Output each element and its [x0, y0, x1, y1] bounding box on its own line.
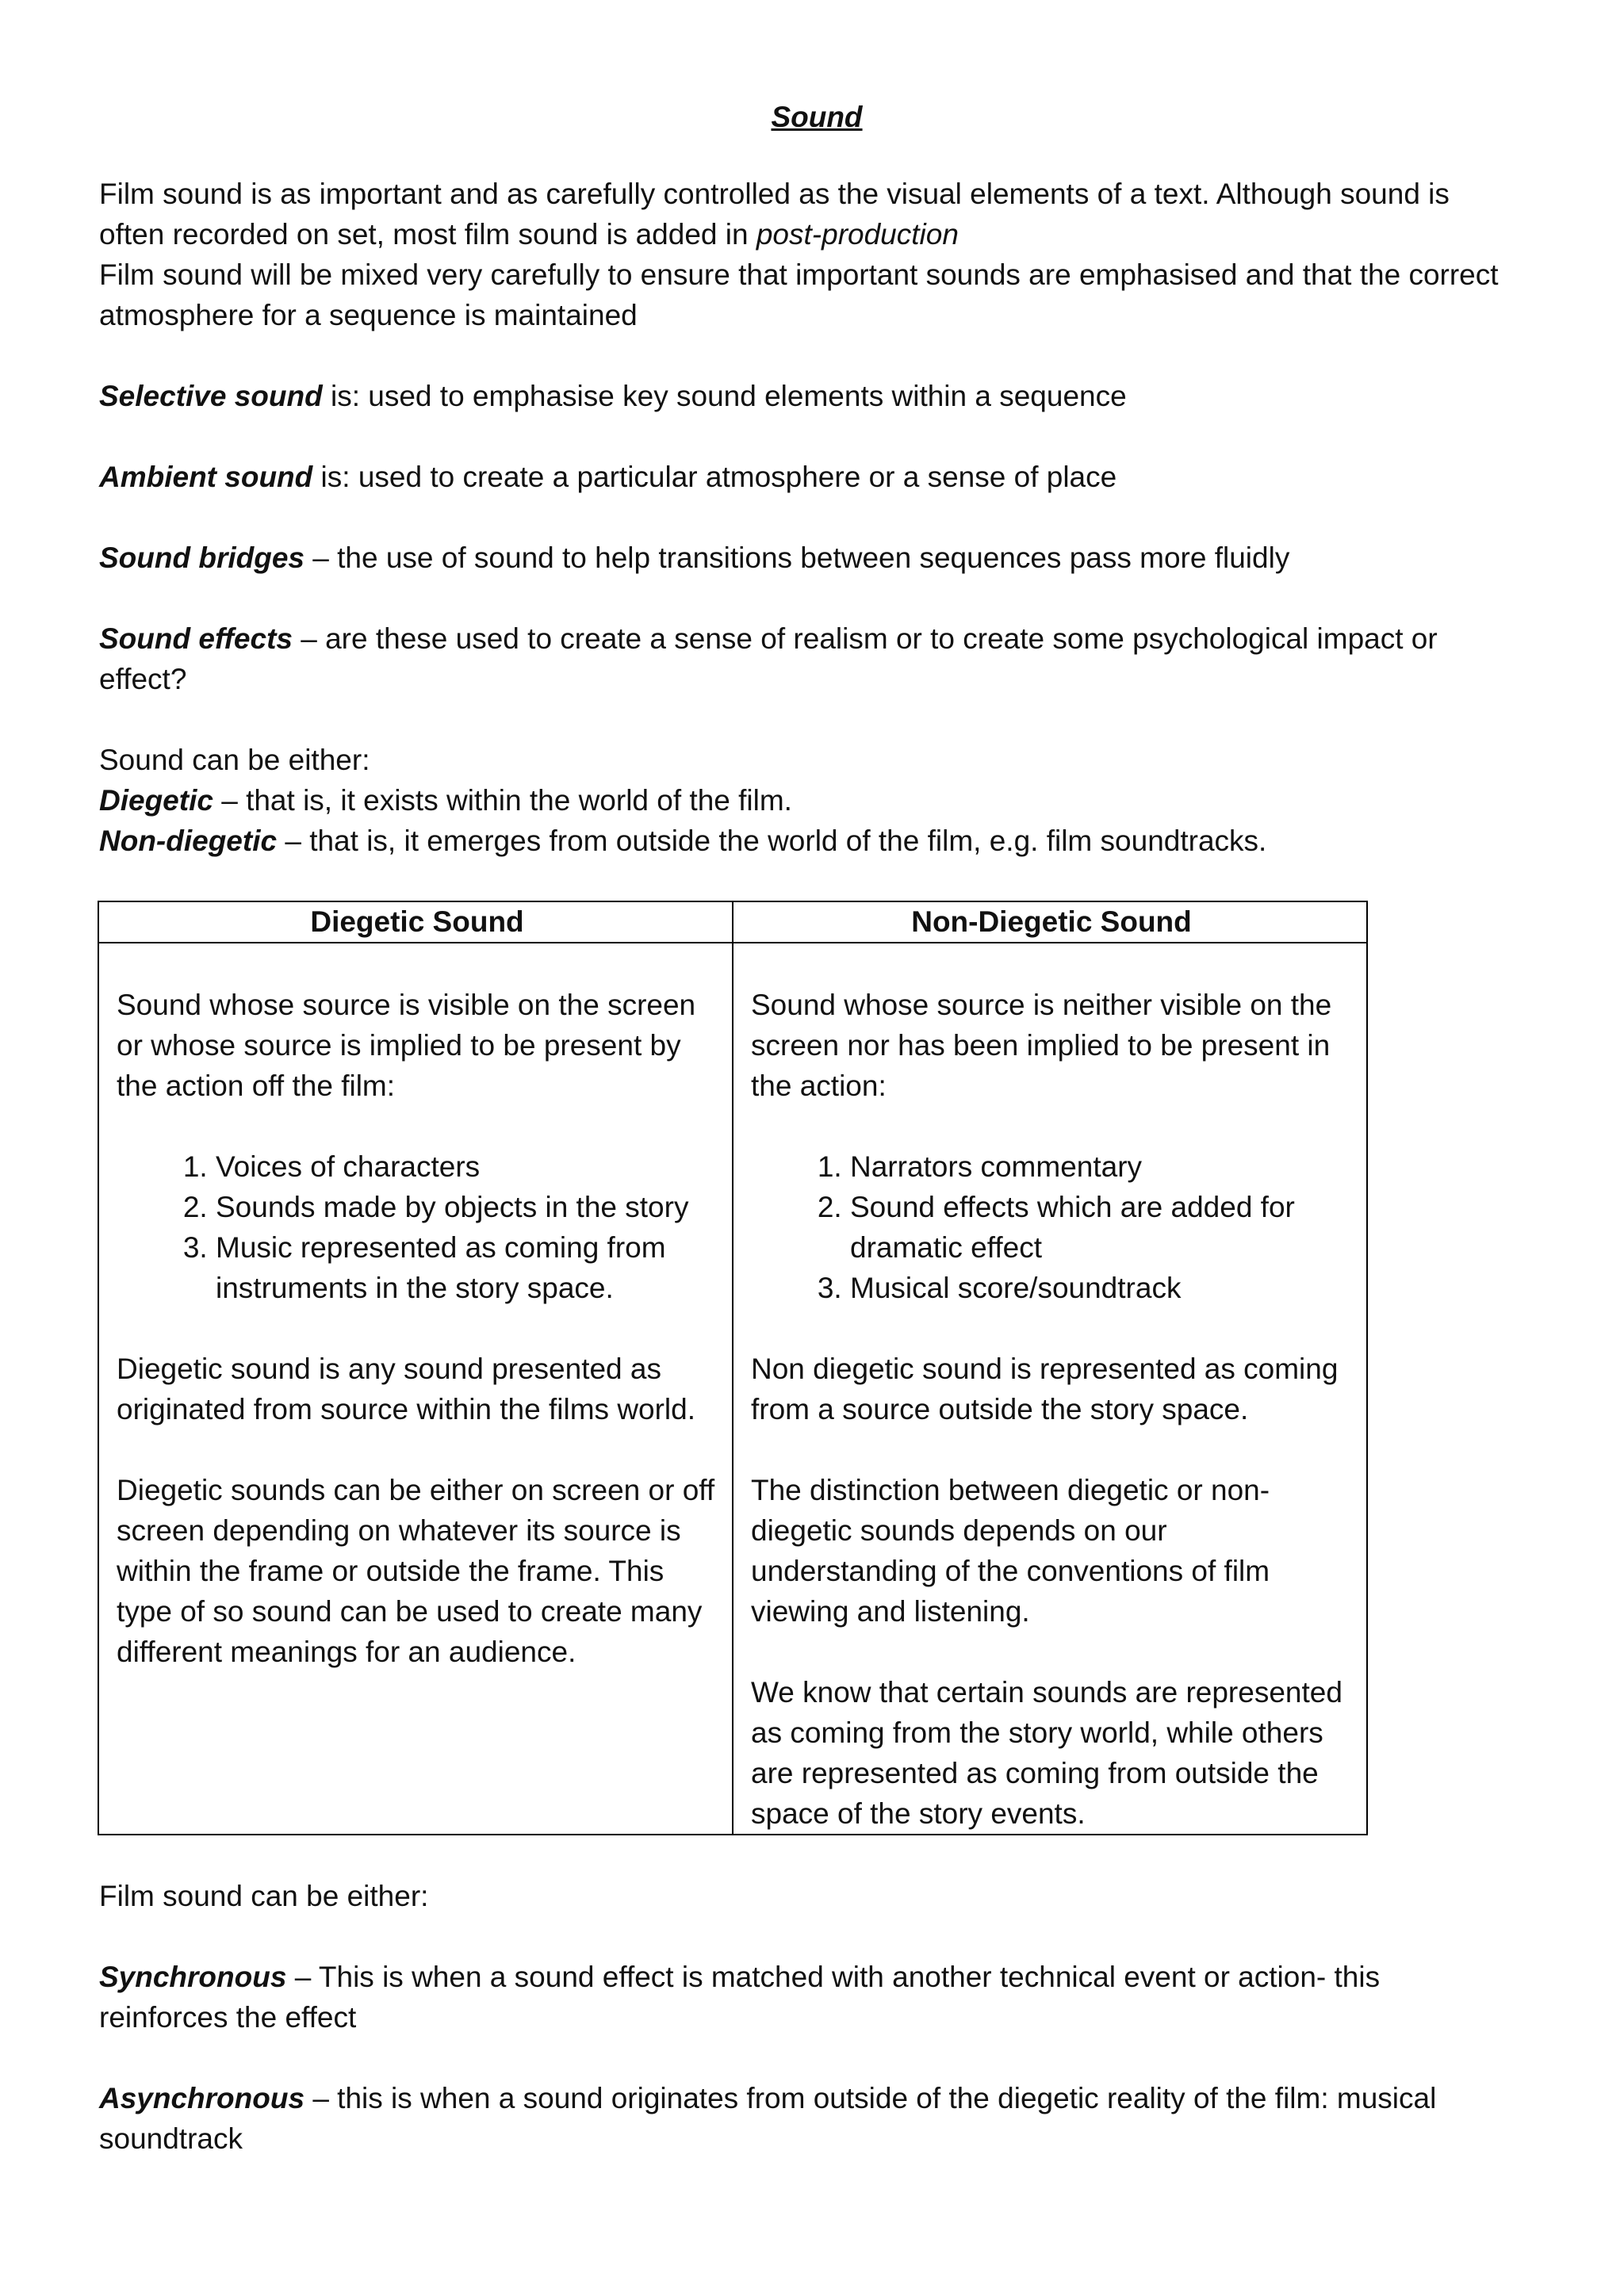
non-diegetic-term: Non-diegetic [99, 825, 278, 857]
non-diegetic-list [751, 1146, 1352, 1308]
definition-sound-bridges [99, 538, 1511, 578]
definition-term: Sound bridges [99, 541, 304, 574]
definition-term: Sound effects [99, 622, 293, 655]
list-item: 3. Musical score/soundtrack [850, 1268, 1352, 1308]
synchronous-text: – This is when a sound effect is matched with another technical event or action- this reinforces the effect [99, 1961, 1381, 2034]
non-diegetic-header: Non-Diegetic Sound [733, 901, 1367, 943]
definition-ambient-sound [99, 457, 1511, 497]
post-production-term: post-production [756, 218, 959, 251]
intro-text-1: Film sound is as important and as carefully controlled as the visual elements of a text. Although sound is often recorded on set, most film sound is added in [99, 178, 1450, 251]
intro-paragraph-1 [99, 174, 1511, 254]
non-diegetic-text: – that is, it emerges from outside the world of the film, e.g. film soundtracks. [277, 825, 1267, 857]
synchronous-definition [99, 1957, 1511, 2038]
non-diegetic-paragraph-1: Non diegetic sound is represented as coming from a source outside the story space. [751, 1353, 1339, 1425]
non-diegetic-intro: Sound whose source is neither visible on the screen nor has been implied to be present in the action: [751, 989, 1332, 1102]
diegetic-definition [99, 780, 1511, 821]
list-item: 3. Music represented as coming from instruments in the story space. [216, 1227, 718, 1308]
definition-text: is: used to emphasise key sound elements within a sequence [322, 380, 1127, 412]
list-item: 2. Sounds made by objects in the story [216, 1187, 718, 1227]
synchronous-term: Synchronous [99, 1961, 287, 1993]
asynchronous-definition [99, 2078, 1511, 2159]
film-sound-intro: Film sound can be either: [99, 1880, 429, 1912]
definition-text: – the use of sound to help transitions between sequences pass more fluidly [304, 541, 1290, 574]
non-diegetic-cell [733, 943, 1367, 1835]
asynchronous-text: – this is when a sound originates from outside of the diegetic reality of the film: musical soundtrack [99, 2082, 1437, 2155]
definition-selective-sound [99, 376, 1511, 416]
intro-paragraph-2: Film sound will be mixed very carefully to ensure that important sounds are emphasised and that the correct atmosphere for a sequence is maintained [99, 258, 1499, 331]
definition-text: is: used to create a particular atmosphere or a sense of place [312, 461, 1117, 493]
intro-section [99, 174, 1511, 335]
table-row [98, 943, 1367, 1835]
sound-types-section [99, 740, 1511, 861]
diegetic-text: – that is, it exists within the world of the film. [213, 784, 792, 817]
definition-text: – are these used to create a sense of realism or to create some psychological impact or effect? [99, 622, 1438, 695]
definition-sound-effects [99, 618, 1511, 699]
diegetic-intro: Sound whose source is visible on the screen or whose source is implied to be present by the action off the film: [117, 989, 696, 1102]
diegetic-paragraph-2: Diegetic sounds can be either on screen or off screen depending on whatever its source is within the frame or outside the frame. This type of so sound can be used to create many different meanings for an audience. [117, 1474, 715, 1668]
diegetic-paragraph-1: Diegetic sound is any sound presented as originated from source within the films world. [117, 1353, 696, 1425]
sound-types-intro: Sound can be either: [99, 744, 370, 776]
list-item: 2. Sound effects which are added for dramatic effect [850, 1187, 1352, 1268]
definition-term: Selective sound [99, 380, 323, 412]
list-item: 1. Voices of characters [216, 1146, 718, 1187]
diegetic-cell [98, 943, 733, 1835]
non-diegetic-paragraph-3: We know that certain sounds are represented as coming from the story world, while others are represented as coming from outside the space of the story events. [751, 1676, 1342, 1830]
list-item: 1. Narrators commentary [850, 1146, 1352, 1187]
non-diegetic-paragraph-2: The distinction between diegetic or non-diegetic sounds depends on our understanding of the conventions of film viewing and listening. [751, 1474, 1270, 1628]
sound-comparison-table [98, 901, 1368, 1835]
non-diegetic-definition [99, 821, 1511, 861]
diegetic-header: Diegetic Sound [98, 901, 733, 943]
definition-term: Ambient sound [99, 461, 313, 493]
diegetic-list [117, 1146, 718, 1308]
table-header-row [98, 901, 1367, 943]
document-page [99, 97, 1511, 2199]
asynchronous-term: Asynchronous [99, 2082, 305, 2114]
page-title: Sound [771, 101, 863, 133]
diegetic-term: Diegetic [99, 784, 213, 817]
